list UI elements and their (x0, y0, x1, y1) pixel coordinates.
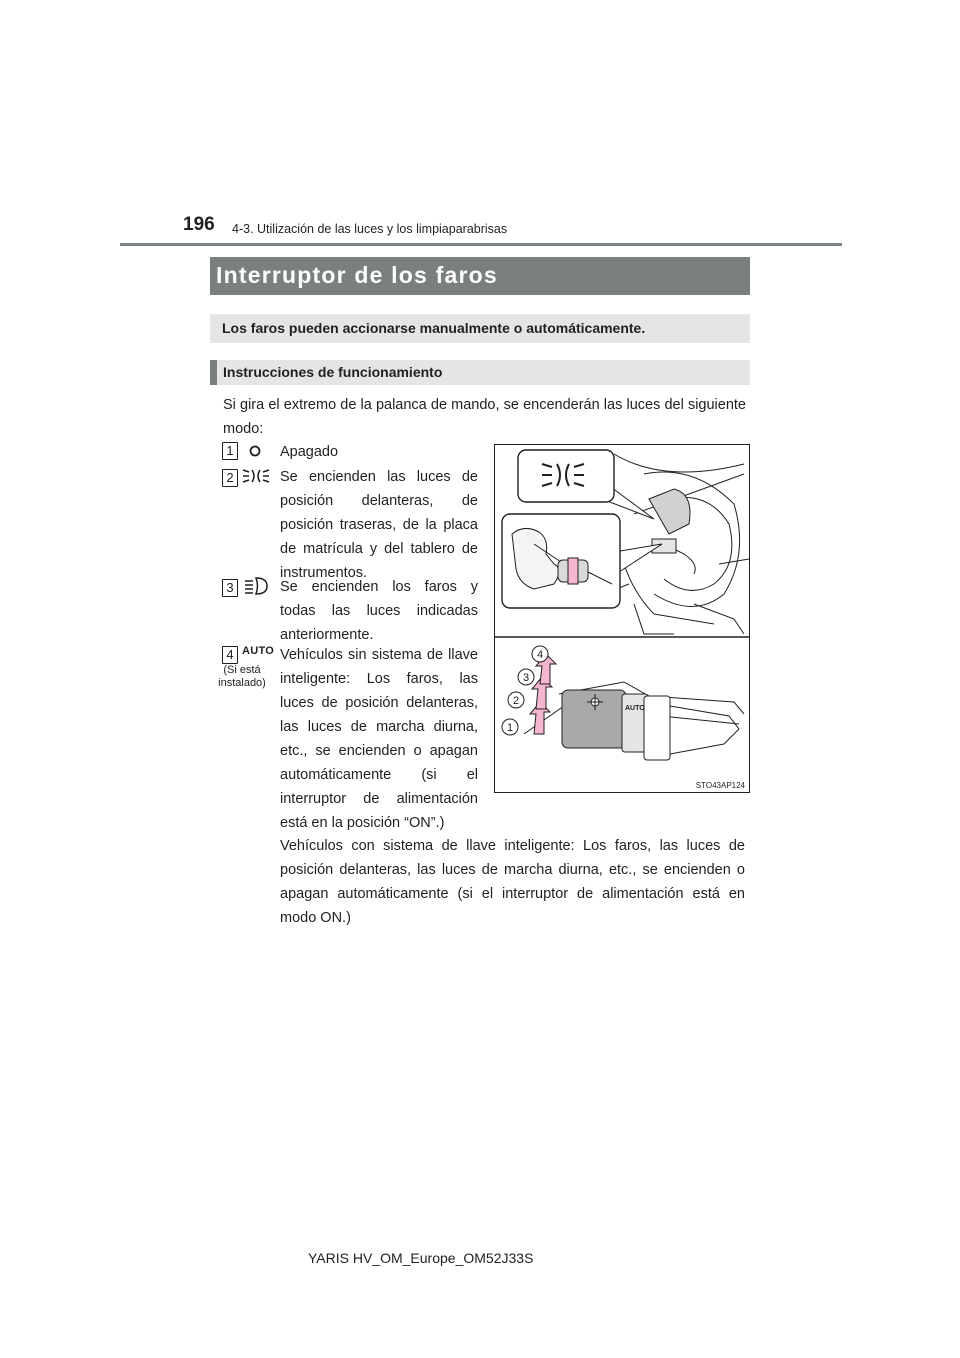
figure-callout-2: 2 (512, 695, 520, 707)
lead-paragraph: Si gira el extremo de la palanca de mando, se encenderán las luces del siguiente modo: (223, 397, 746, 437)
item-text-1: Apagado (280, 444, 339, 460)
item-number-3: 3 (222, 579, 238, 597)
page-number: 196 (183, 214, 215, 235)
headlight-switch-figure (494, 444, 750, 793)
lever-auto-label: AUTO (625, 705, 645, 712)
section-reference: 4-3. Utilización de las luces y los limpiaparabrisas (232, 222, 508, 236)
headlights-icon (244, 576, 268, 596)
figure-code: STO43AP124 (695, 781, 745, 790)
off-icon (248, 444, 262, 458)
figure-callout-4: 4 (536, 649, 544, 661)
footer-model: YARIS HV_OM_Europe_OM52J33S (308, 1250, 534, 1266)
closing-paragraph: Vehículos con sistema de llave inteligente: Los faros, las luces de posición delanteras, las luces de marcha diurna, etc., se encienden o apagan automáticamente (si el interruptor de alimentación está en modo ON.) (280, 838, 745, 926)
intro-text: Los faros pueden accionarse manualmente o automáticamente. (222, 320, 646, 336)
item-number-2: 2 (222, 469, 238, 487)
figure-callout-1: 1 (506, 722, 514, 734)
item-number-1: 1 (222, 442, 238, 460)
subheading: Instrucciones de funcionamiento (223, 364, 443, 380)
item-number-4: 4 (222, 646, 238, 664)
figure-callout-3: 3 (522, 672, 530, 684)
item-condition: (Si está instalado) (218, 664, 266, 689)
auto-icon: AUTO (242, 645, 275, 657)
item-text-4: Vehículos sin sistema de llave inteligente: Los faros, las luces de posición delanteras, las luces de marcha diurna, etc., se encienden o apagan automáticamente (si el interruptor de alimentación está en la posición “ON”.) (280, 647, 478, 831)
page-title: Interruptor de los faros (216, 262, 498, 288)
item-text-3: Se encienden los faros y todas las luces indicadas anteriormente. (280, 579, 478, 643)
header-rule (120, 243, 842, 246)
item-text-2: Se encienden las luces de posición delanteras, de posición traseras, de la placa de matrícula y del tablero de instrumentos. (280, 469, 478, 581)
position-lights-icon (242, 466, 270, 486)
